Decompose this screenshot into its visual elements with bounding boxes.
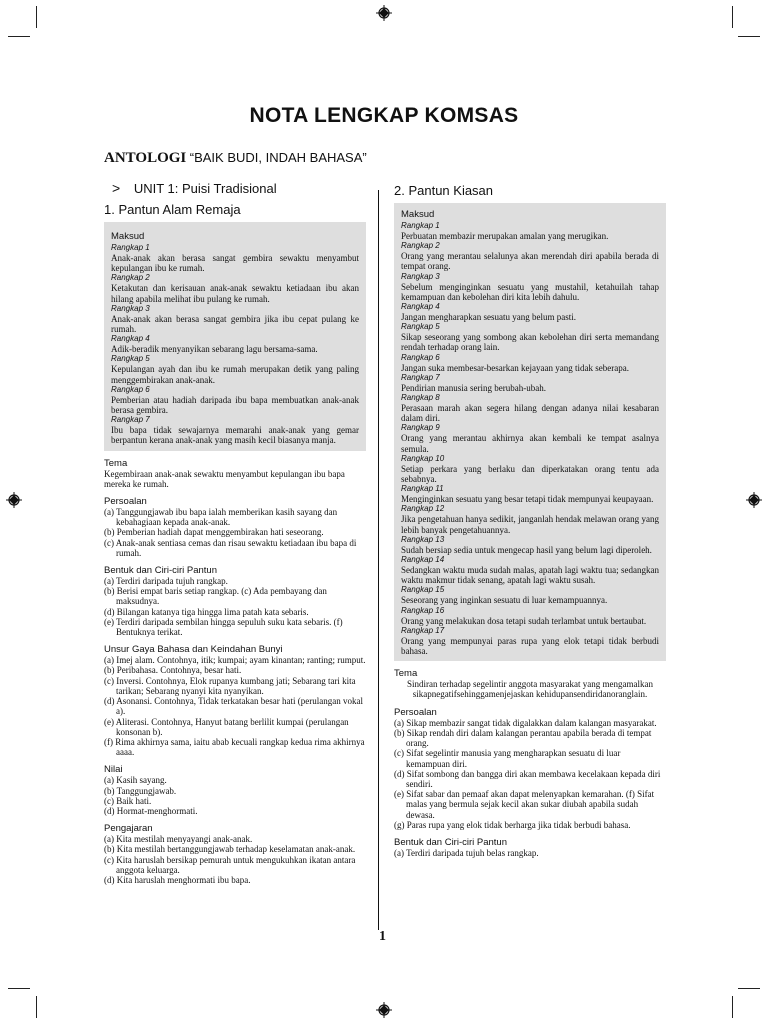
tema-text: Sindiran terhadap segelintir anggota masyarakat yang mengamalkan sikapnegatifsehinggamenjejaskan kehidupansendiridanoranglain. [407, 679, 653, 700]
rangkap-label: Rangkap 2 [111, 273, 150, 283]
rangkap-text: Sikap seseorang yang sombong akan kebolehan diri serta memandang rendah terhadap orang lain. [401, 332, 659, 353]
tema-heading: Tema [394, 668, 418, 680]
unit-title: UNIT 1: Puisi Tradisional [133, 181, 277, 196]
rangkap-text: Orang yang merantau akhirnya akan kembali ke tempat asalnya semula. [401, 433, 659, 454]
persoalan-list [394, 718, 666, 830]
list-item: (d) Bilangan katanya tiga hingga lima patah kata sebaris. [104, 606, 309, 617]
rangkap-list [111, 243, 359, 446]
unsur-list [104, 655, 366, 757]
rangkap-text: Perasaan marah akan segera hilang dengan adanya nilai kesabaran dalam diri. [401, 403, 659, 424]
list-item: (a) Imej alam. Contohnya, itik; kumpai; ayam kinantan; ranting; rumput. [104, 655, 366, 666]
list-item: (d) Asonansi. Contohnya, Tidak terkatakan besar hati (perulangan vokal a). [104, 696, 363, 717]
rangkap-text: Anak-anak akan berasa sangat gembira sewaktu menyambut kepulangan ibu ke rumah. [111, 253, 359, 274]
list-item: (e) Sifat sabar dan pemaaf akan dapat melenyapkan kemarahan. (f) Sifat malas yang bermula sejak kecil akan sukar diubah apabila sudah dewasa. [394, 789, 655, 820]
list-item: (b) Pemberian hadiah dapat menggembirakan hati seseorang. [104, 527, 324, 538]
maksud-label: Maksud [111, 231, 145, 242]
persoalan-section [394, 707, 666, 830]
rangkap-item [401, 373, 659, 393]
rangkap-list [401, 221, 659, 656]
rangkap-item [111, 385, 359, 415]
rangkap-label: Rangkap 3 [111, 303, 150, 313]
rangkap-item [401, 626, 659, 656]
nilai-list [104, 775, 366, 816]
rangkap-text: Setiap perkara yang berlaku dan diperkatakan orang tentu ada sebabnya. [401, 463, 659, 485]
rangkap-label: Rangkap 16 [401, 605, 445, 615]
rangkap-label: Rangkap 1 [401, 221, 440, 230]
crop-mark [8, 36, 30, 37]
rangkap-text: Jangan mengharapkan sesuatu yang belum pasti. [401, 312, 576, 323]
rangkap-item [111, 354, 359, 384]
rangkap-item [111, 273, 359, 303]
left-column [104, 202, 366, 885]
crop-mark [732, 6, 733, 28]
maksud-box [394, 203, 666, 661]
list-item: (d) Kita haruslah menghormati ibu bapa. [104, 874, 251, 885]
list-item: (a) Sikap membazir sangat tidak digalakkan dalam kalangan masyarakat. [394, 717, 657, 728]
rangkap-text: Anak-anak akan berasa sangat gembira jika ibu cepat pulang ke rumah. [111, 313, 359, 335]
bentuk-heading: Bentuk dan Ciri-ciri Pantun [104, 565, 217, 577]
rangkap-text: Jika pengetahuan hanya sedikit, janganlah hendak melawan orang yang lebih banyak pengetahuannya. [401, 514, 659, 535]
page-number: 1 [379, 929, 386, 944]
rangkap-label: Rangkap 7 [401, 372, 440, 382]
nilai-heading: Nilai [104, 764, 123, 776]
rangkap-label: Rangkap 5 [111, 354, 150, 364]
crop-mark [36, 6, 37, 28]
crop-mark [8, 988, 30, 989]
maksud-label: Maksud [401, 209, 435, 220]
section-heading-pantun-kiasan: 2. Pantun Kiasan [394, 183, 494, 198]
antologi-title: “BAIK BUDI, INDAH BAHASA” [189, 150, 367, 165]
rangkap-label: Rangkap 2 [401, 241, 440, 251]
rangkap-label: Rangkap 6 [111, 384, 150, 394]
rangkap-item [401, 484, 659, 504]
rangkap-item [401, 272, 659, 302]
rangkap-item [401, 302, 659, 322]
antologi-label: ANTOLOGI [104, 150, 187, 166]
rangkap-item [401, 322, 659, 352]
rangkap-item [401, 423, 659, 453]
rangkap-item [111, 243, 359, 273]
list-item: (c) Inversi. Contohnya, Elok rupanya kumbang jati; Sebarang tari kita tarikan; Sebarang nyanyi kita nyanyikan. [104, 675, 356, 696]
bentuk-section [394, 837, 666, 858]
rangkap-item [401, 535, 659, 555]
unit-heading [112, 180, 277, 196]
rangkap-item [111, 415, 359, 445]
bentuk-section [104, 565, 366, 637]
page-title: NOTA LENGKAP KOMSAS [249, 104, 519, 127]
rangkap-text: Orang yang mempunyai paras rupa yang elok tetapi tidak berbudi bahasa. [401, 635, 659, 657]
antologi-heading [104, 150, 367, 167]
rangkap-label: Rangkap 11 [401, 484, 444, 494]
rangkap-item [401, 241, 659, 271]
persoalan-heading: Persoalan [104, 496, 147, 508]
list-item: (f) Rima akhirnya sama, iaitu abab kecuali rangkap kedua rima akhirnya aaaa. [104, 736, 365, 758]
list-item: (c) Kita haruslah bersikap pemurah untuk mengukuhkan ikatan antara anggota keluarga. [104, 854, 356, 875]
rangkap-item [111, 334, 359, 354]
nilai-section [104, 764, 366, 816]
rangkap-item [401, 555, 659, 585]
rangkap-text: Kepulangan ayah dan ibu ke rumah merupakan detik yang paling menggembirakan anak-anak. [111, 364, 359, 385]
rangkap-item [401, 606, 659, 626]
rangkap-label: Rangkap 7 [111, 415, 150, 425]
rangkap-text: Pemberian atau hadiah daripada ibu bapa membuatkan anak-anak berasa gembira. [111, 394, 359, 416]
list-item: (c) Baik hati. [104, 795, 152, 806]
crop-mark [738, 36, 760, 37]
rangkap-text: Orang yang merantau selalunya akan merendah diri apabila berada di tempat orang. [401, 251, 659, 272]
tema-section [394, 668, 666, 699]
registration-mark-icon [376, 5, 392, 21]
list-item: (a) Kasih sayang. [104, 775, 167, 786]
rangkap-label: Rangkap 5 [401, 322, 440, 332]
rangkap-item [111, 304, 359, 334]
registration-mark-icon [746, 492, 762, 508]
rangkap-text: Ketakutan dan kerisauan anak-anak sewaktu ketiadaan ibu akan hilang apabila melihat ibu pulang ke rumah. [111, 283, 359, 304]
rangkap-label: Rangkap 8 [401, 393, 440, 403]
rangkap-item [401, 504, 659, 534]
rangkap-label: Rangkap 3 [401, 271, 440, 281]
list-item: (c) Anak-anak sentiasa cemas dan risau sewaktu ketiadaan ibu bapa di rumah. [104, 537, 357, 558]
rangkap-text: Sedangkan waktu muda sudah malas, apatah lagi waktu tua; sedangkan waktu makmur tidak senang, apatah lagi waktu susah. [401, 565, 659, 586]
rangkap-label: Rangkap 15 [401, 585, 445, 595]
rangkap-label: Rangkap 4 [401, 302, 440, 312]
list-item: (b) Kita mestilah bertanggungjawab terhadap keselamatan anak-anak. [104, 844, 356, 855]
rangkap-item [401, 221, 659, 241]
list-item: (a) Kita mestilah menyayangi anak-anak. [104, 834, 253, 845]
rangkap-label: Rangkap 1 [111, 243, 150, 252]
arrow-icon: > [112, 180, 121, 196]
tema-text: Kegembiraan anak-anak sewaktu menyambut kepulangan ibu bapa mereka ke rumah. [104, 468, 345, 489]
rangkap-label: Rangkap 13 [401, 534, 445, 544]
list-item: (b) Berisi empat baris setiap rangkap. (c) Ada pembayang dan maksudnya. [104, 586, 327, 607]
list-item: (b) Peribahasa. Contohnya, besar hati. [104, 665, 242, 676]
persoalan-heading: Persoalan [394, 706, 437, 718]
tema-heading: Tema [104, 457, 128, 469]
list-item: (a) Terdiri daripada tujuh rangkap. [104, 576, 228, 587]
pengajaran-section [104, 823, 366, 885]
rangkap-text: Orang yang melakukan dosa tetapi sudah terlambat untuk bertaubat. [401, 615, 647, 626]
unsur-heading: Unsur Gaya Bahasa dan Keindahan Bunyi [104, 644, 283, 656]
rangkap-item [401, 353, 659, 373]
list-item: (a) Tanggungjawab ibu bapa ialah memberikan kasih sayang dan kebahagiaan kepada anak-anak. [104, 507, 338, 528]
list-item: (g) Paras rupa yang elok tidak berharga jika tidak berbudi bahasa. [394, 819, 631, 830]
rangkap-label: Rangkap 10 [401, 453, 445, 463]
list-item: (b) Sikap rendah diri dalam kalangan perantau apabila berada di tempat orang. [394, 727, 652, 749]
column-divider [378, 190, 379, 930]
unsur-section [104, 644, 366, 757]
bentuk-heading: Bentuk dan Ciri-ciri Pantun [394, 836, 507, 848]
bentuk-list [104, 576, 366, 637]
crop-mark [738, 988, 760, 989]
pengajaran-heading: Pengajaran [104, 823, 153, 835]
rangkap-text: Menginginkan sesuatu yang besar tetapi tidak mempunyai keupayaan. [401, 494, 654, 505]
list-item: (a) Terdiri daripada tujuh belas rangkap. [394, 847, 539, 858]
crop-mark [36, 996, 37, 1018]
rangkap-item [401, 393, 659, 423]
list-item: (d) Hormat-menghormati. [104, 805, 198, 816]
rangkap-label: Rangkap 14 [401, 555, 445, 565]
rangkap-text: Ibu bapa tidak sewajarnya memarahi anak-anak yang gemar berpantun kerana anak-anak yang masih kecil biasanya manja. [111, 425, 359, 446]
registration-mark-icon [376, 1002, 392, 1018]
persoalan-section [104, 496, 366, 558]
right-column [394, 183, 666, 858]
list-item: (b) Tanggungjawab. [104, 785, 177, 796]
rangkap-label: Rangkap 6 [401, 352, 440, 362]
registration-mark-icon [6, 492, 22, 508]
crop-mark [732, 996, 733, 1018]
rangkap-text: Pendirian manusia sering berubah-ubah. [401, 382, 546, 393]
section-heading-pantun-alam-remaja: 1. Pantun Alam Remaja [104, 202, 241, 217]
list-item: (d) Sifat sombong dan bangga diri akan membawa kecelakaan kepada diri sendiri. [394, 768, 661, 789]
rangkap-item [401, 585, 659, 605]
list-item: (c) Sifat segelintir manusia yang mengharapkan sesuatu di luar kemampuan diri. [394, 748, 621, 769]
rangkap-text: Sudah bersiap sedia untuk mengecap hasil yang belum lagi diperoleh. [401, 544, 652, 555]
rangkap-label: Rangkap 9 [401, 423, 440, 433]
rangkap-item [401, 454, 659, 484]
pengajaran-list [104, 834, 366, 885]
list-item: (e) Terdiri daripada sembilan hingga sepuluh suku kata sebaris. (f) Bentuknya terikat. [104, 616, 343, 638]
persoalan-list [104, 507, 366, 558]
rangkap-label: Rangkap 12 [401, 504, 445, 514]
tema-section [104, 458, 366, 489]
rangkap-label: Rangkap 17 [401, 625, 445, 635]
rangkap-text: Perbuatan membazir merupakan amalan yang merugikan. [401, 231, 609, 241]
rangkap-text: Jangan suka membesar-besarkan kejayaan yang tidak seberapa. [401, 362, 629, 373]
rangkap-text: Adik-beradik menyanyikan sebarang lagu bersama-sama. [111, 344, 318, 355]
rangkap-text: Seseorang yang inginkan sesuatu di luar kemampuannya. [401, 595, 608, 606]
rangkap-label: Rangkap 4 [111, 334, 150, 344]
bentuk-list [394, 848, 666, 858]
maksud-box [104, 222, 366, 451]
rangkap-text: Sebelum menginginkan sesuatu yang mustahil, ketahuilah tahap kemampuan dan kebolehan diri kita lebih dahulu. [401, 281, 659, 302]
list-item: (e) Aliterasi. Contohnya, Hanyut batang berlilit kumpai (perulangan konsonan b). [104, 716, 349, 737]
